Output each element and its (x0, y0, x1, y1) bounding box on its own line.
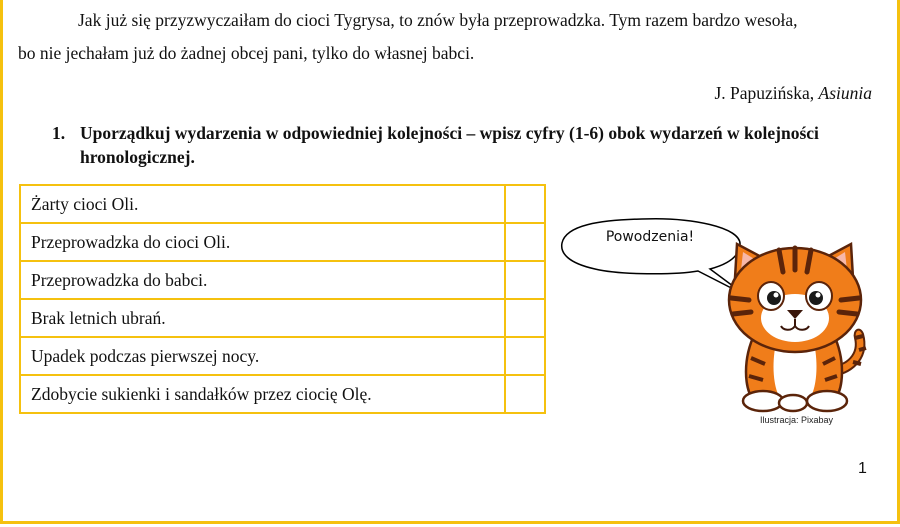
task-number: 1. (52, 123, 66, 143)
table-row (20, 185, 545, 223)
paragraph-line-1: Jak już się przyzwyczaiłam do cioci Tygrysa, to znów była przeprowadzka. Tym razem bardzo wesoła, (78, 10, 798, 30)
answer-cell[interactable] (505, 337, 545, 375)
answer-cell[interactable] (505, 185, 545, 223)
author-citation (714, 83, 872, 104)
event-label: Przeprowadzka do babci. (20, 261, 505, 299)
book-title: Asiunia (818, 83, 872, 103)
table-row (20, 375, 545, 413)
author-name: J. Papuzińska, (714, 83, 815, 103)
event-label: Przeprowadzka do cioci Oli. (20, 223, 505, 261)
table-row (20, 337, 545, 375)
events-table (19, 184, 546, 414)
table-row (20, 261, 545, 299)
story-paragraph (18, 4, 874, 70)
answer-cell[interactable] (505, 375, 545, 413)
answer-cell[interactable] (505, 261, 545, 299)
table-row (20, 223, 545, 261)
paragraph-line-2: bo nie jechałam już do żadnej obcej pani, tylko do własnej babci. (18, 43, 475, 63)
task-text: Uporządkuj wydarzenia w odpowiedniej kolejności – wpisz cyfry (1-6) obok wydarzeń w kolejności hronologicznej. (80, 123, 819, 167)
event-label: Żarty cioci Oli. (20, 185, 505, 223)
tiger-cub-icon (715, 238, 875, 413)
answer-cell[interactable] (505, 299, 545, 337)
event-label: Brak letnich ubrań. (20, 299, 505, 337)
answer-cell[interactable] (505, 223, 545, 261)
event-label: Upadek podczas pierwszej nocy. (20, 337, 505, 375)
event-label: Zdobycie sukienki i sandałków przez ciocię Olę. (20, 375, 505, 413)
illustration-credit: Ilustracja: Pixabay (760, 415, 834, 425)
page-number: 1 (858, 460, 867, 477)
speech-text: Powodzenia! (605, 229, 695, 245)
table-row (20, 299, 545, 337)
